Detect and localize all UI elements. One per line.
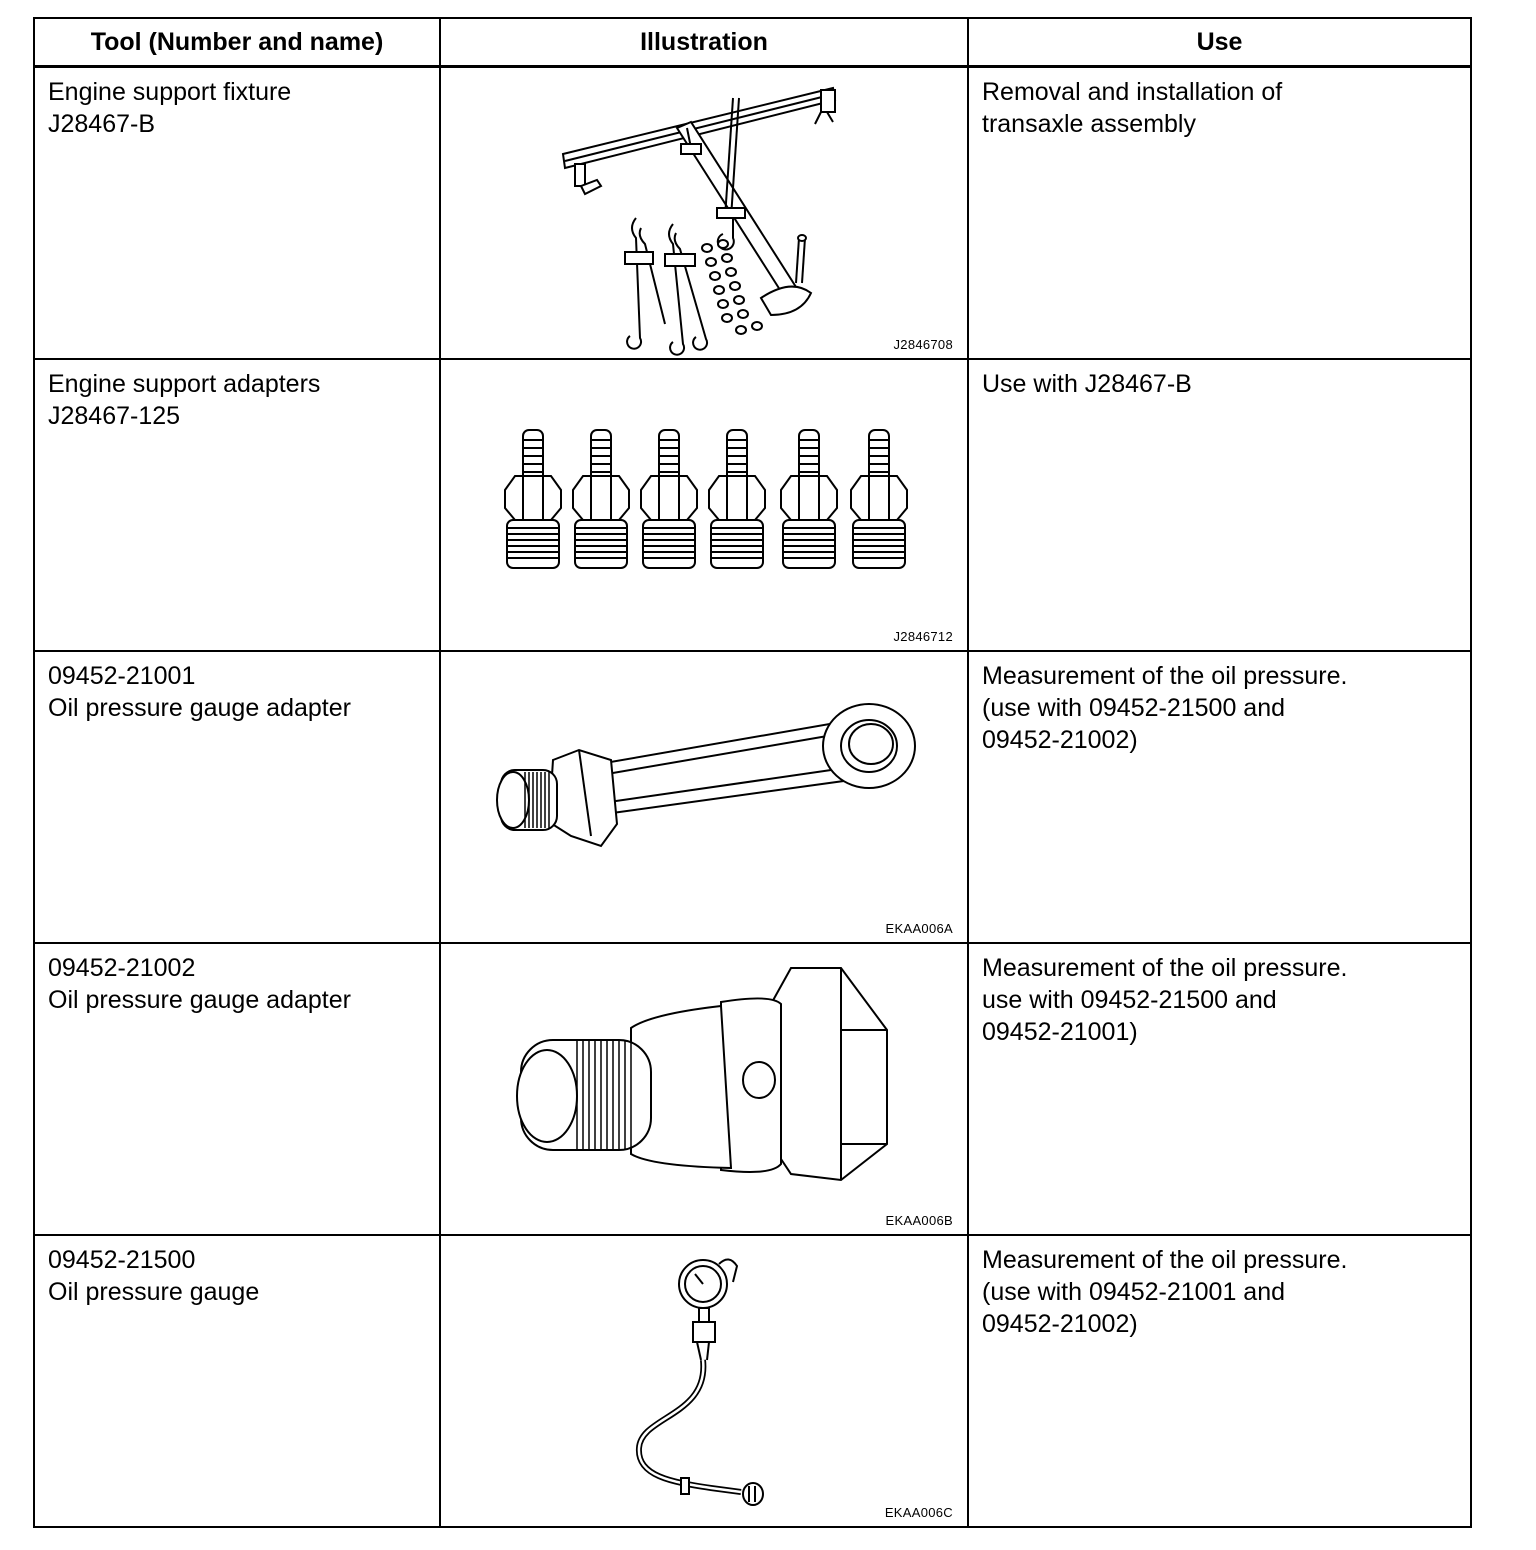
tool-cell	[34, 943, 440, 1235]
use-text: Removal and installation of transaxle assembly	[982, 78, 1283, 138]
table-row	[34, 943, 1471, 1235]
use-text: Measurement of the oil pressure. (use with 09452-21001 and 09452-21002)	[982, 1246, 1348, 1338]
tool-name: 09452-21500 Oil pressure gauge	[48, 1246, 260, 1306]
tool-name: 09452-21001 Oil pressure gauge adapter	[48, 662, 351, 722]
illustration-ref: EKAA006A	[885, 921, 953, 936]
use-cell	[968, 67, 1471, 360]
banjo-adapter-icon	[441, 652, 967, 942]
illustration-cell	[440, 359, 968, 651]
use-cell	[968, 943, 1471, 1235]
use-text: Use with J28467-B	[982, 370, 1192, 398]
tool-cell	[34, 1235, 440, 1527]
banjo-bolt-adapter-icon	[441, 944, 967, 1234]
tool-name: Engine support adapters J28467-125	[48, 370, 321, 430]
illustration-ref: J2846712	[893, 629, 953, 644]
tool-name: Engine support fixture J28467-B	[48, 78, 292, 138]
engine-support-fixture-icon	[441, 68, 967, 358]
illustration-ref: EKAA006C	[884, 1505, 953, 1520]
illustration-ref: J2846708	[893, 337, 953, 352]
tool-cell	[34, 67, 440, 360]
illustration-ref: EKAA006B	[885, 1213, 953, 1228]
illustration-cell	[440, 67, 968, 360]
table-header-row	[34, 18, 1471, 67]
use-text: Measurement of the oil pressure. (use with 09452-21500 and 09452-21002)	[982, 662, 1348, 754]
illustration-cell	[440, 943, 968, 1235]
use-cell	[968, 359, 1471, 651]
oil-pressure-gauge-icon	[441, 1236, 967, 1526]
use-cell	[968, 1235, 1471, 1527]
tool-cell	[34, 359, 440, 651]
tool-name: 09452-21002 Oil pressure gauge adapter	[48, 954, 351, 1014]
use-text: Measurement of the oil pressure. use with 09452-21500 and 09452-21001)	[982, 954, 1348, 1046]
table-row	[34, 1235, 1471, 1527]
header-tool: Tool (Number and name)	[34, 18, 440, 67]
illustration-cell	[440, 1235, 968, 1527]
special-tools-table	[33, 17, 1472, 1528]
table-row	[34, 651, 1471, 943]
engine-support-adapters-icon	[441, 360, 967, 650]
header-illustration: Illustration	[440, 18, 968, 67]
header-use: Use	[968, 18, 1471, 67]
use-cell	[968, 651, 1471, 943]
illustration-cell	[440, 651, 968, 943]
table-row	[34, 359, 1471, 651]
tool-cell	[34, 651, 440, 943]
table-row	[34, 67, 1471, 360]
